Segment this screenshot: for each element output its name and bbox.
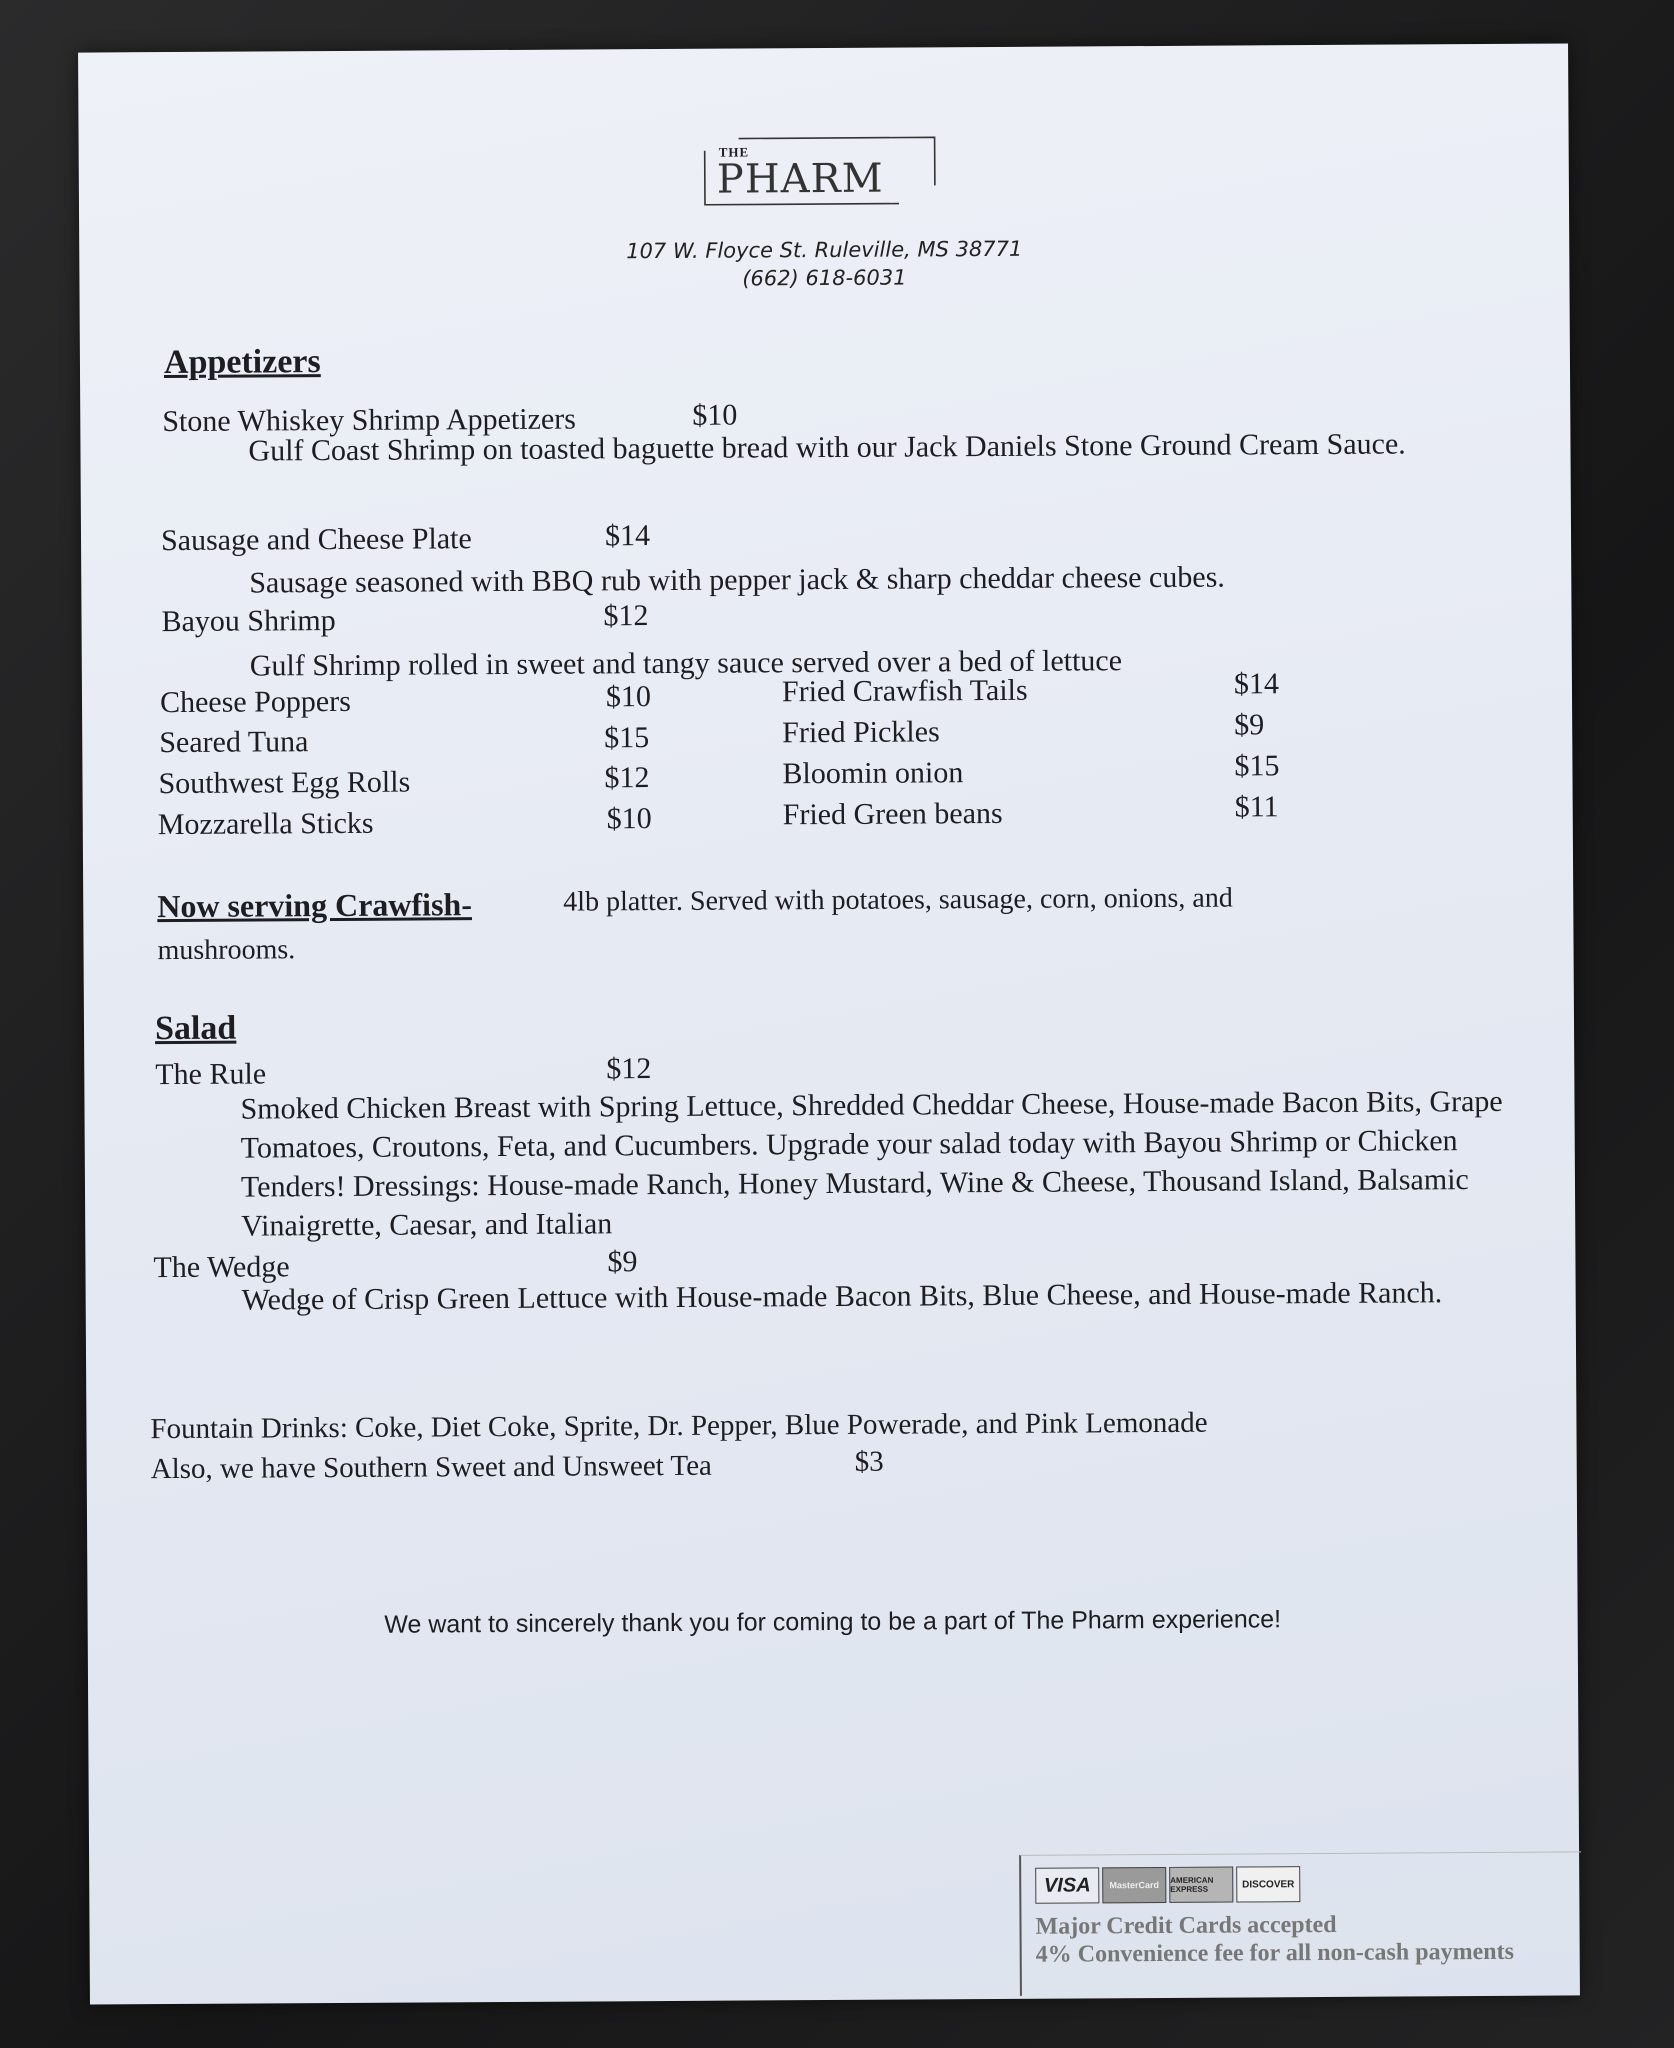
menu-item-name: The Rule bbox=[155, 1057, 267, 1092]
amex-logo-icon: AMERICAN EXPRESS bbox=[1169, 1867, 1233, 1903]
menu-item-description: Smoked Chicken Breast with Spring Lettuce, Shredded Cheddar Cheese, House-made Bacon Bits, Grape Tomatoes, Croutons, Feta, and Cucumbers. Upgrade your salad today with Bayou Shrimp or Chicken Tenders! Dressings: House-made Ranch, Honey Mustard, Wine & Cheese, Thousand Island, Balsamic Vinaigrette, Caesar, and Italian bbox=[240, 1084, 1503, 1243]
menu-item-name: Bloomin onion bbox=[782, 756, 964, 791]
menu-item-name: Fried Pickles bbox=[782, 715, 940, 750]
convenience-fee-text: 4% Convenience fee for all non-cash payments bbox=[1035, 1938, 1514, 1968]
crawfish-text: 4lb platter. Served with potatoes, sausage, corn, onions, and bbox=[563, 882, 1233, 918]
salad-heading: Salad bbox=[154, 1009, 237, 1048]
mastercard-logo-icon: MasterCard bbox=[1102, 1867, 1166, 1903]
menu-item-price: $10 bbox=[692, 398, 738, 432]
visa-logo-icon: VISA bbox=[1035, 1867, 1099, 1903]
menu-item-description: Gulf Shrimp rolled in sweet and tangy sauce served over a bed of lettuce bbox=[249, 644, 1123, 683]
menu-item-price: $14 bbox=[604, 519, 651, 553]
logo-name-text: PHARM bbox=[716, 155, 884, 203]
menu-item-price: $15 bbox=[1234, 749, 1280, 783]
menu-item-description: Gulf Coast Shrimp on toasted baguette bread with our Jack Daniels Stone Ground Cream Sauce. bbox=[248, 427, 1406, 468]
menu-item-price: $11 bbox=[1234, 790, 1279, 824]
crawfish-text-continued: mushrooms. bbox=[157, 934, 296, 967]
menu-item-price: $10 bbox=[606, 802, 652, 836]
phone-line: (662) 618-6031 bbox=[742, 265, 907, 291]
menu-item-name: The Wedge bbox=[153, 1250, 290, 1285]
menu-item-price: $15 bbox=[604, 721, 650, 755]
card-logos bbox=[1035, 1866, 1300, 1904]
menu-item-name: Cheese Poppers bbox=[159, 684, 351, 720]
menu-item-description: Sausage seasoned with BBQ rub with pepper jack & sharp cheddar cheese cubes. bbox=[249, 560, 1225, 600]
menu-item-price: $10 bbox=[605, 680, 652, 714]
menu-item-name: Sausage and Cheese Plate bbox=[160, 522, 472, 558]
menu-item-price: $14 bbox=[1233, 667, 1280, 701]
drinks-price: $3 bbox=[854, 1445, 884, 1478]
menu-item-price: $12 bbox=[604, 761, 650, 795]
menu-item-price: $9 bbox=[607, 1245, 638, 1279]
credit-card-notice bbox=[1019, 1851, 1582, 1995]
menu-item-name: Mozzarella Sticks bbox=[157, 806, 374, 842]
logo-the-text: THE bbox=[718, 144, 750, 160]
drinks-line: Fountain Drinks: Coke, Diet Coke, Sprite, Dr. Pepper, Blue Powerade, and Pink Lemonade bbox=[150, 1406, 1208, 1446]
thank-you-message: We want to sincerely thank you for coming to be a part of The Pharm experience! bbox=[384, 1605, 1282, 1639]
menu-page bbox=[78, 43, 1580, 2004]
menu-item-name: Fried Green beans bbox=[782, 796, 1003, 832]
menu-item-price: $12 bbox=[606, 1052, 652, 1086]
menu-item-name: Seared Tuna bbox=[159, 725, 309, 760]
menu-item-name: Stone Whiskey Shrimp Appetizers bbox=[162, 402, 576, 439]
tea-line: Also, we have Southern Sweet and Unsweet Tea bbox=[150, 1449, 712, 1486]
menu-item-price: $12 bbox=[603, 599, 649, 633]
menu-item-name: Southwest Egg Rolls bbox=[158, 765, 411, 801]
menu-item-price: $9 bbox=[1234, 708, 1265, 742]
appetizers-heading: Appetizers bbox=[163, 343, 321, 382]
crawfish-heading: Now serving Crawfish- bbox=[157, 886, 473, 925]
cards-accepted-text: Major Credit Cards accepted bbox=[1035, 1911, 1337, 1940]
restaurant-logo bbox=[699, 129, 939, 210]
menu-item-name: Bayou Shrimp bbox=[161, 604, 336, 639]
address-line: 107 W. Floyce St. Ruleville, MS 38771 bbox=[626, 236, 1023, 264]
menu-item-description: Wedge of Crisp Green Lettuce with House-made Bacon Bits, Blue Cheese, and House-made Ranch. bbox=[241, 1276, 1443, 1317]
menu-item-name: Fried Crawfish Tails bbox=[781, 673, 1028, 709]
discover-logo-icon: DISCOVER bbox=[1236, 1866, 1300, 1902]
